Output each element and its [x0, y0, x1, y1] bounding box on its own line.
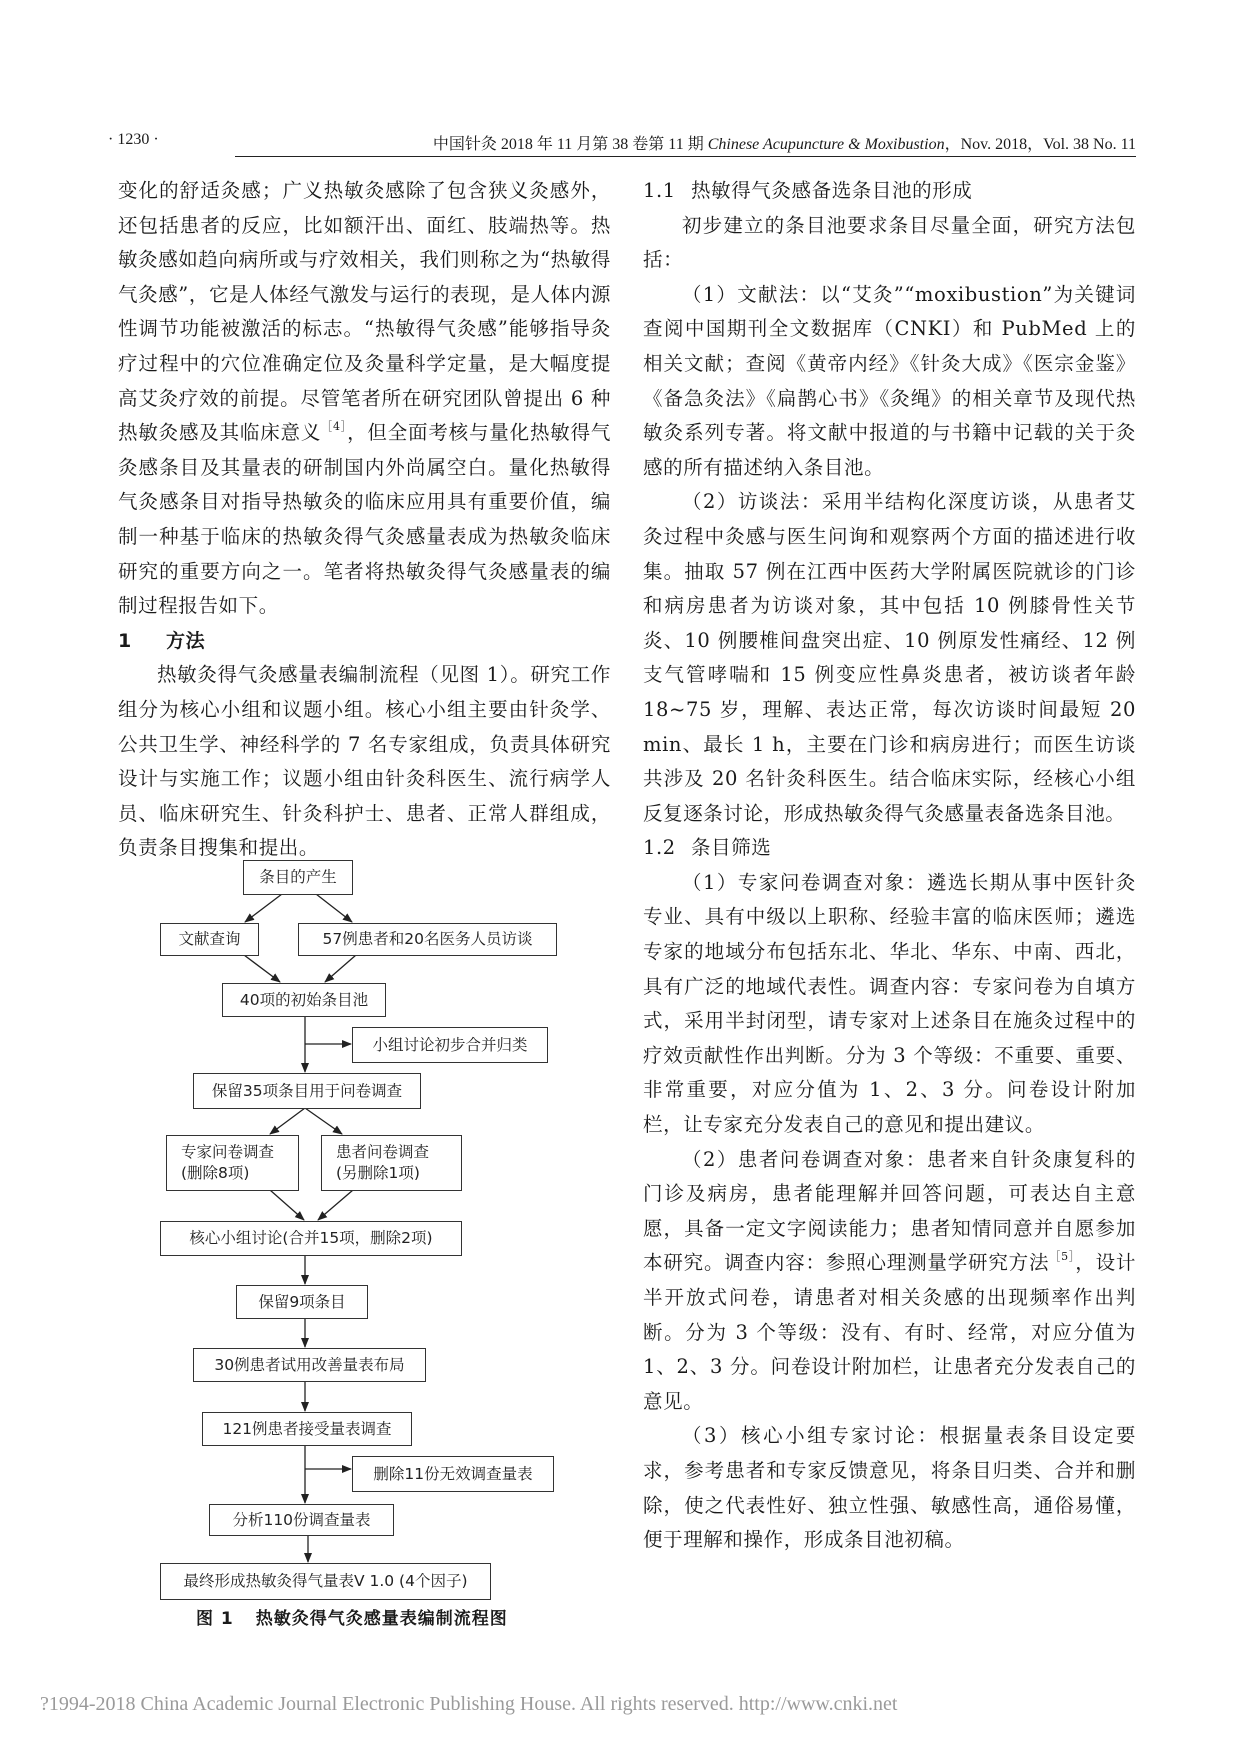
box-sublabel: (另删除1项)	[336, 1164, 420, 1182]
box-group-merge	[352, 1027, 548, 1063]
section-heading-methods	[118, 624, 611, 659]
box-item-generation	[243, 860, 353, 895]
header-rule	[235, 156, 1136, 157]
box-final-scale	[160, 1563, 491, 1600]
figure-label: 图 1	[196, 1609, 234, 1629]
box-delete-11	[352, 1456, 554, 1492]
journal-en: Chinese Acupuncture & Moxibustion	[707, 136, 945, 153]
page-number: · 1230 ·	[108, 131, 159, 148]
box-label: 保留9项条目	[258, 1292, 346, 1311]
copyright-footer: ?1994-2018 China Academic Journal Electronic Publishing House. All rights reserved. http://www.cnki.net	[40, 1693, 898, 1715]
citation-5[interactable]: ［5］	[1049, 1250, 1076, 1264]
section-title: 热敏得气灸感备选条目池的形成	[691, 179, 973, 202]
box-analyze-110	[209, 1504, 394, 1536]
box-label: 患者问卷调查	[336, 1143, 430, 1161]
section-number: 1.1	[643, 179, 676, 202]
box-label: 57例患者和20名医务人员访谈	[322, 930, 533, 948]
box-label: 核心小组讨论(合并15项，删除2项)	[189, 1229, 433, 1247]
box-label: 40项的初始条目池	[239, 990, 369, 1009]
section-heading-1-2	[643, 831, 1136, 866]
pool-intro-paragraph: 初步建立的条目池要求条目尽量全面，研究方法包括：	[643, 213, 1136, 272]
box-label: 最终形成热敏灸得气量表V 1.0 (4个因子)	[183, 1572, 468, 1590]
box-label: 条目的产生	[259, 868, 337, 886]
box-label: 文献查询	[178, 930, 241, 948]
right-column	[643, 174, 1136, 1558]
box-expert-survey	[166, 1135, 299, 1191]
core-discussion-paragraph: （3）核心小组专家讨论：根据量表条目设定要求，参考患者和专家反馈意见，将条目归类、合并和删除，使之代表性好、独立性强、敏感性高，通俗易懂，便于理解和操作，形成条目池初稿。	[643, 1424, 1136, 1552]
box-label: 专家问卷调查	[181, 1143, 275, 1161]
box-literature-search	[160, 923, 259, 956]
journal-issue: ，Nov. 2018，Vol. 38 No. 11	[944, 136, 1136, 153]
interview-method-paragraph: （2）访谈法：采用半结构化深度访谈，从患者艾灸过程中灸感与医生问询和观察两个方面的描述进行收集。抽取 57 例在江西中医药大学附属医院就诊的门诊和病房患者为访谈对象，其中包括 10 例膝骨性关节炎、10 例腰椎间盘突出症、10 例原发性痛经、12 例支气管哮喘和 15 例变应性鼻炎患者，被访谈者年龄 18~75 岁，理解、表达正常，每次访谈时间最短 20 min、最长 1 h，主要在门诊和病房进行；而医生访谈共涉及 20 名针灸科医生。结合临床实际，经核心小组反复逐条讨论，形成热敏灸得气灸感量表备选条目池。	[643, 490, 1136, 825]
patient-survey-text: （2）患者问卷调查对象：患者来自针灸康复科的门诊及病房，患者能理解并回答问题，可表达自主意愿，具备一定文字阅读能力；患者知情同意并自愿参加本研究。调查内容：参照心理测量学研究方法	[643, 1147, 1136, 1275]
left-column	[118, 174, 611, 866]
patient-survey-paragraph	[643, 1143, 1136, 1420]
box-label: 121例患者接受量表调查	[222, 1419, 392, 1438]
literature-method-paragraph: （1）文献法：以“艾灸”“moxibustion”为关键词查阅中国期刊全文数据库（CNKI）和 PubMed 上的相关文献；查阅《黄帝内经》《针灸大成》《医宗金鉴》《备急灸法》《扁鹊心书》《灸绳》的相关章节及现代热敏灸系列专著。将文献中报道的与书籍中记载的关于灸感的所有描述纳入条目池。	[643, 282, 1136, 479]
journal-cn: 中国针灸 2018 年 11 月第 38 卷第 11 期	[432, 136, 708, 153]
box-label: 30例患者试用改善量表布局	[214, 1355, 405, 1374]
expert-survey-paragraph: （1）专家问卷调查对象：遴选长期从事中医针灸专业、具有中级以上职称、经验丰富的临床医师；遴选专家的地域分布包括东北、华北、华东、中南、西北，具有广泛的地域代表性。调查内容：专家问卷为自填方式，采用半封闭型，请专家对上述条目在施灸过程中的疗效贡献性作出判断。分为 3 个等级：不重要、重要、非常重要，对应分值为 1、2、3 分。问卷设计附加栏，让专家充分发表自己的意见和提出建议。	[643, 870, 1136, 1137]
box-label: 保留35项条目用于问卷调查	[211, 1081, 403, 1100]
section-number: 1.2	[643, 836, 676, 860]
citation-4[interactable]: ［4］	[321, 420, 348, 434]
box-initial-pool	[222, 983, 386, 1017]
section-number: 1	[118, 629, 132, 652]
intro-text-tail: ，但全面考核与量化热敏得气灸感条目及其量表的研制国内外尚属空白。量化热敏得气灸感条目对指导热敏灸的临床应用具有重要价值，编制一种基于临床的热敏灸得气灸感量表成为热敏灸临床研究的重要方向之一。笔者将热敏灸得气灸感量表的编制过程报告如下。	[118, 421, 611, 618]
running-header	[433, 131, 1136, 154]
box-label: 删除11份无效调查量表	[373, 1464, 533, 1483]
box-label: 分析110份调查量表	[232, 1510, 371, 1529]
figure-title: 热敏灸得气灸感量表编制流程图	[255, 1609, 508, 1629]
methods-paragraph: 热敏灸得气灸感量表编制流程（见图 1）。研究工作组分为核心小组和议题小组。核心小组主要由针灸学、公共卫生学、神经科学的 7 名专家组成，负责具体研究设计与实施工作；议题小组由针灸科医生、流行病学人员、临床研究生、针灸科护士、患者、正常人群组成，负责条目搜集和提出。	[118, 663, 611, 860]
box-label: 小组讨论初步合并归类	[372, 1035, 528, 1054]
intro-text: 变化的舒适灸感；广义热敏灸感除了包含狭义灸感外，还包括患者的反应，比如额汗出、面红、肢端热等。热敏灸感如趋向病所或与疗效相关，我们则称之为“热敏得气灸感”，它是人体经气激发与运行的表现，是人体内源性调节功能被激活的标志。“热敏得气灸感”能够指导灸疗过程中的穴位准确定位及灸量科学定量，是大幅度提高艾灸疗效的前提。尽管笔者所在研究团队曾提出 6 种热敏灸感及其临床意义	[118, 179, 611, 445]
box-trial-30	[193, 1348, 426, 1382]
box-interviews	[298, 923, 557, 956]
patient-survey-text-tail: ，设计半开放式问卷，请患者对相关灸感的出现频率作出判断。分为 3 个等级：没有、有时、经常，对应分值为 1、2、3 分。问卷设计附加栏，让患者充分发表自己的意见。	[643, 1251, 1136, 1413]
box-keep-35	[193, 1073, 421, 1109]
section-heading-1-1	[643, 174, 1136, 209]
section-title: 方法	[166, 629, 206, 652]
intro-paragraph	[118, 174, 611, 624]
section-title: 条目筛选	[691, 836, 772, 860]
box-keep-9	[236, 1285, 368, 1319]
box-patient-survey	[321, 1135, 462, 1191]
box-core-discussion	[160, 1221, 462, 1256]
box-sublabel: (删除8项)	[181, 1164, 250, 1182]
box-survey-121	[202, 1412, 412, 1446]
figure-caption	[196, 1604, 508, 1629]
